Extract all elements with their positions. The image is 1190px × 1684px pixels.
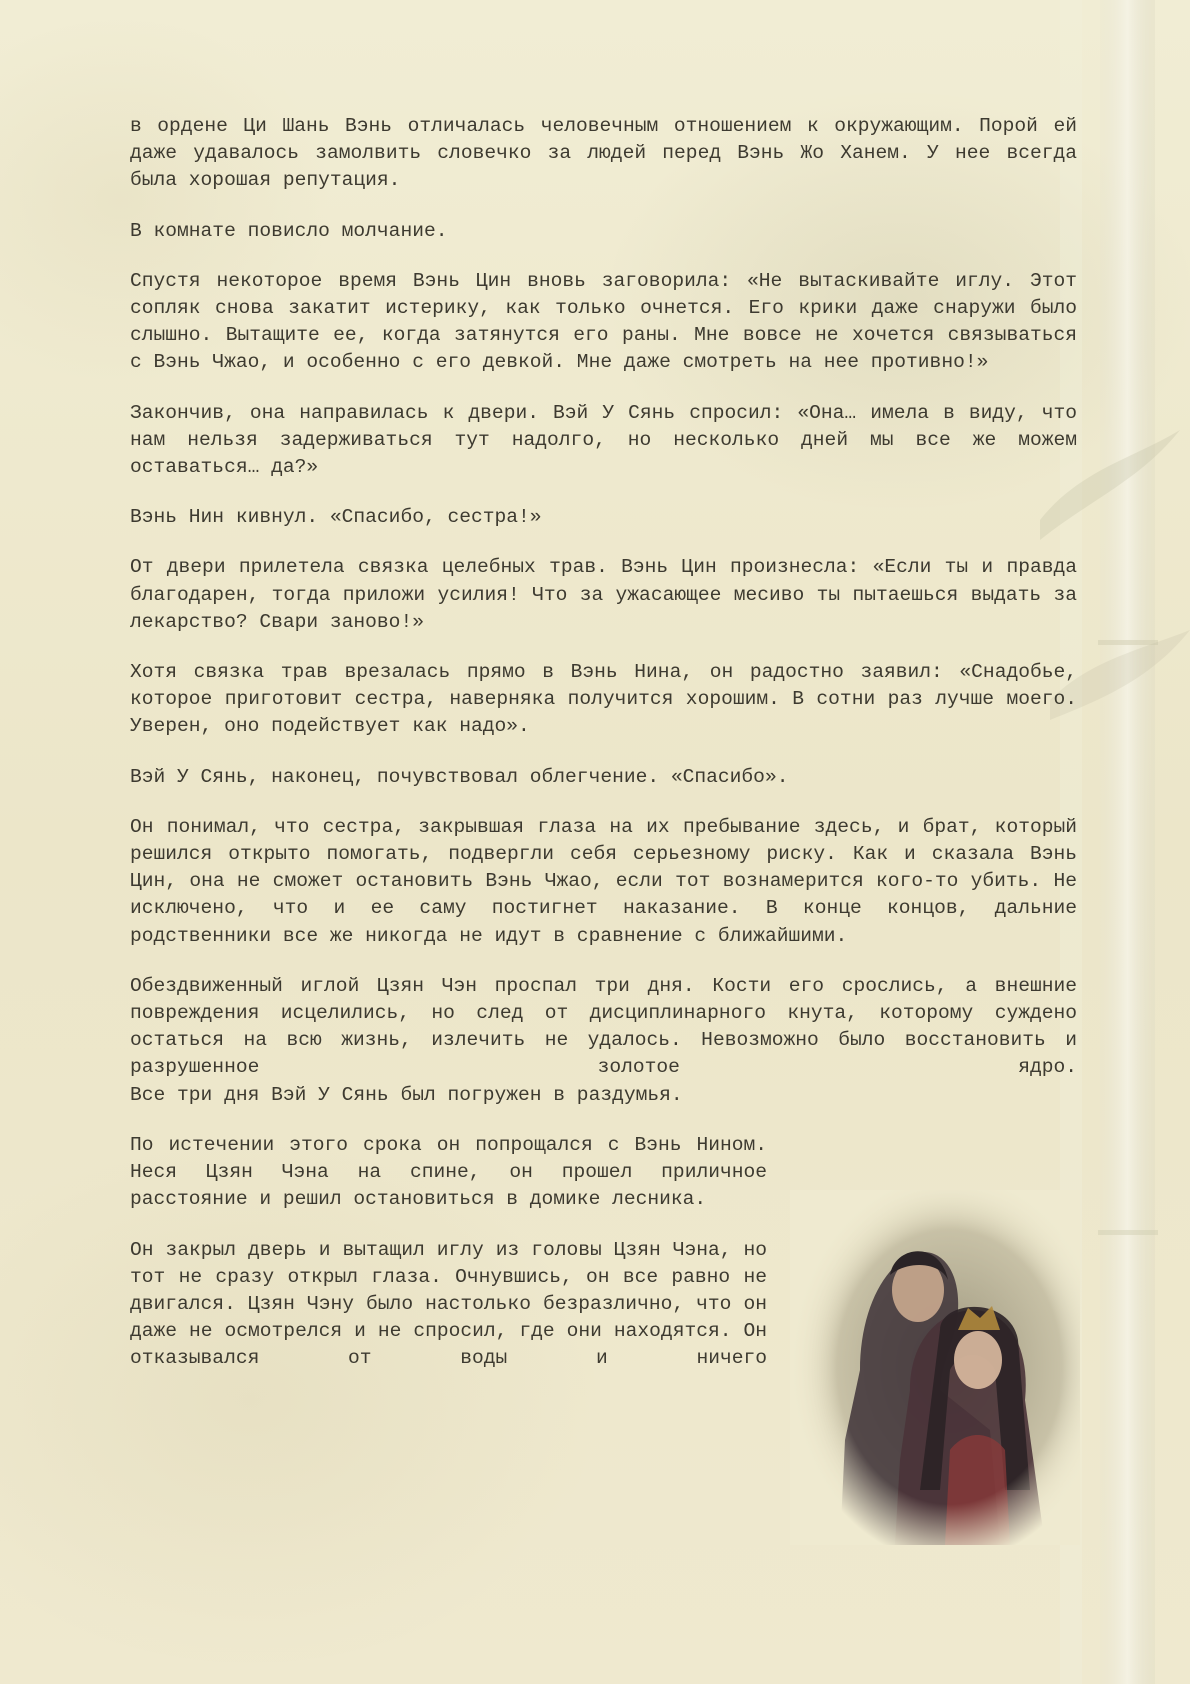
paragraph: От двери прилетела связка целебных трав. Вэнь Цин произнесла: «Если ты и правда благодарен, тогда приложи усилия! Что за ужасающее месиво ты пытаешься выдать за лекарство? Свари заново!»	[130, 556, 1077, 633]
paragraph: в ордене Ци Шань Вэнь отличалась человечным отношением к окружающим. Порой ей даже удавалось замолвить словечко за людей перед Вэнь Жо Ханем. У нее всегда была хорошая репутация.	[130, 115, 1077, 192]
paragraph: Спустя некоторое время Вэнь Цин вновь заговорила: «Не вытаскивайте иглу. Этот сопляк снова закатит истерику, как только очнется. Его крики даже снаружи было слышно. Вытащите ее, когда затянутся его раны. Мне вовсе не хочется связываться с Вэнь Чжао, и особенно с его девкой. Мне даже смотреть на нее противно!»	[130, 269, 1077, 374]
paragraph: Хотя связка трав врезалась прямо в Вэнь Нина, он радостно заявил: «Снадобье, которое приготовит сестра, наверняка получится хорошим. В сотни раз лучше моего. Уверен, оно подействует как надо».	[130, 661, 1077, 738]
paragraph: Закончив, она направилась к двери. Вэй У Сянь спросил: «Она… имела в виду, что нам нельзя задерживаться тут надолго, но несколько дней мы все же можем оставаться… да?»	[130, 401, 1077, 479]
illustration-image	[790, 1190, 1080, 1545]
paragraph-wide-part: Обездвиженный иглой Цзян Чэн проспал три дня. Кости его срослись, а внешние повреждения исцелились, но след от дисциплинарного кнута, которому суждено остаться на всю жизнь, излечить не удалось. Невозможно было восстановить и разрушенное золотое ядро.	[130, 974, 1077, 1079]
paragraph: В комнате повисло молчание.	[130, 219, 448, 242]
paragraph: По истечении этого срока он попрощался с Вэнь Нином. Неся Цзян Чэна на спине, он прошел приличное расстояние и решил остановиться в домике лесника.	[130, 1133, 767, 1211]
paragraph-narrow-part: Все три дня Вэй У Сянь был погружен в раздумья.	[130, 1083, 683, 1106]
paragraph: Он понимал, что сестра, закрывшая глаза на их пребывание здесь, и брат, который решился открыто помогать, подвергли себя серьезному риску. Как и сказала Вэнь Цин, она не сможет остановить Вэнь Чжао, если тот вознамерится кого-то убить. Не исключено, что и ее саму постигнет наказание. В конце концов, дальние родственники все же никогда не идут в сравнение с ближайшими.	[130, 815, 1077, 947]
paragraph: Он закрыл дверь и вытащил иглу из головы Цзян Чэна, но тот не сразу открыл глаза. Очнувшись, он все равно не двигался. Цзян Чэну было настолько безразлично, что он даже не осмотрелся и не спросил, где они находятся. Он отказывался от воды и ничего	[130, 1238, 767, 1370]
paragraph: Вэнь Нин кивнул. «Спасибо, сестра!»	[130, 506, 542, 529]
paragraph: Вэй У Сянь, наконец, почувствовал облегчение. «Спасибо».	[130, 765, 789, 788]
